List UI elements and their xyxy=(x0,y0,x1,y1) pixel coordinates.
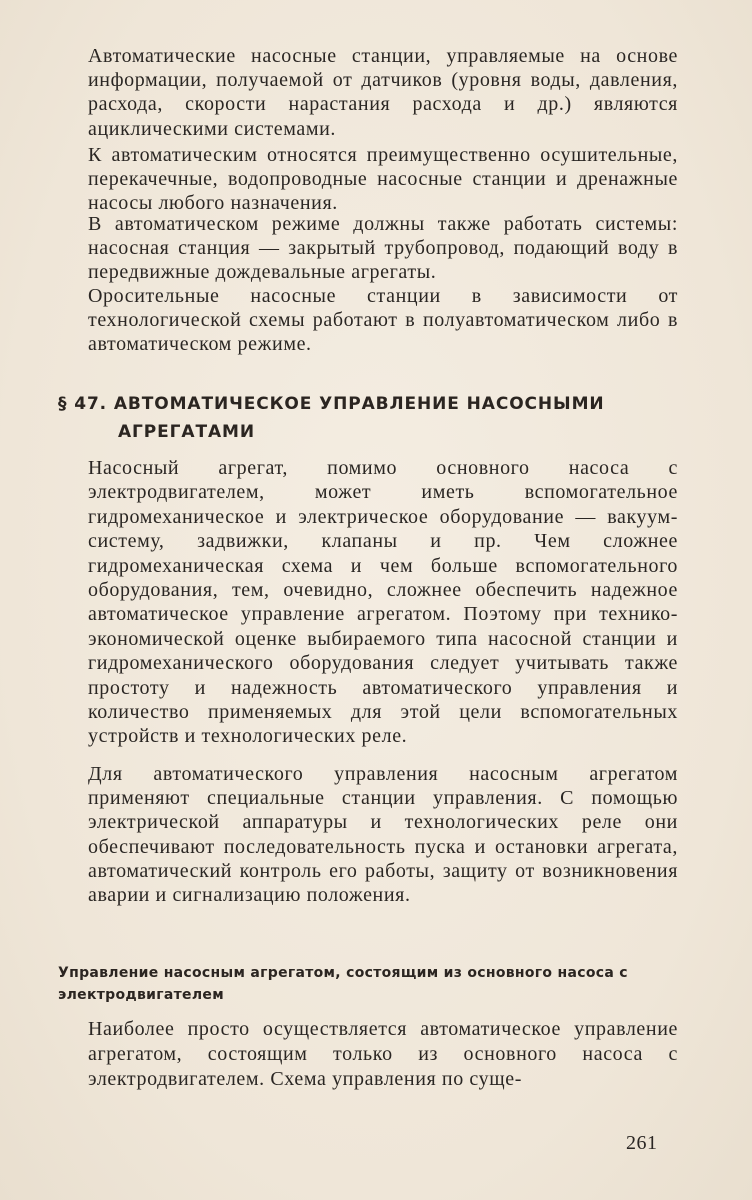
page-number: 261 xyxy=(626,1132,658,1154)
paragraph-automatic-stations xyxy=(88,143,678,216)
section-heading-line1: § 47. АВТОМАТИЧЕСКОЕ УПРАВЛЕНИЕ НАСОСНЫМИ xyxy=(58,394,605,414)
paragraph-text: Для автоматического управления насосным агрегатом применяют специальные станции управления. С помощью электрической аппаратуры и технологических реле они обеспечивают последовательность пуска и остановки агрегата, автоматический контроль его работы, защиту от возникновения аварии и сигнализацию положения. xyxy=(88,763,678,907)
paragraph-pump-unit xyxy=(88,456,678,749)
paragraph-text: Автоматические насосные станции, управляемые на основе информации, получаемой от датчиков (уровня воды, давления, расхода, скорости нарастания расхода и др.) являются ациклическими системами. xyxy=(88,45,678,140)
paragraph-acyclic-systems xyxy=(88,44,678,141)
paragraph-text: В автоматическом режиме должны также работать системы: насосная станция — закрытый трубопровод, подающий воду в передвижные дождевальные агрегаты. xyxy=(88,213,678,284)
paragraph-text: К автоматическим относятся преимущественно осушительные, перекачечные, водопроводные насосные станции и дренажные насосы любого назначения. xyxy=(88,144,678,215)
paragraph-control-stations xyxy=(88,762,678,907)
paragraph-text: Оросительные насосные станции в зависимости от технологической схемы работают в полуавтоматическом либо в автоматическом режиме. xyxy=(88,285,678,356)
section-heading-line2: АГРЕГАТАМИ xyxy=(118,422,255,442)
paragraph-text: Наиболее просто осуществляется автоматическое управление агрегатом, состоящим только из основного насоса с электродвигателем. Схема управления по суще- xyxy=(88,1018,678,1090)
paragraph-text: Насосный агрегат, помимо основного насоса с электродвигателем, может иметь вспомогательное гидромеханическое и электрическое оборудование — вакуум-систему, задвижки, клапаны и пр. Чем сложнее гидромеханическая схема и чем больше вспомогательного оборудования, тем, очевидно, сложнее обеспечить надежное автоматическое управление агрегатом. Поэтому при технико-экономической оценке выбираемого типа насосной станции и гидромеханического оборудования следует учитывать также простоту и надежность автоматического управления и количество применяемых для этой цели вспомогательных устройств и технологических реле. xyxy=(88,457,678,748)
subsection-heading: Управление насосным агрегатом, состоящим из основного насоса с электродвигателем xyxy=(58,965,628,1003)
paragraph-simple-control xyxy=(88,1017,678,1092)
section-heading xyxy=(58,390,678,446)
paragraph-irrigation-stations xyxy=(88,284,678,357)
paragraph-automatic-mode-systems xyxy=(88,212,678,285)
